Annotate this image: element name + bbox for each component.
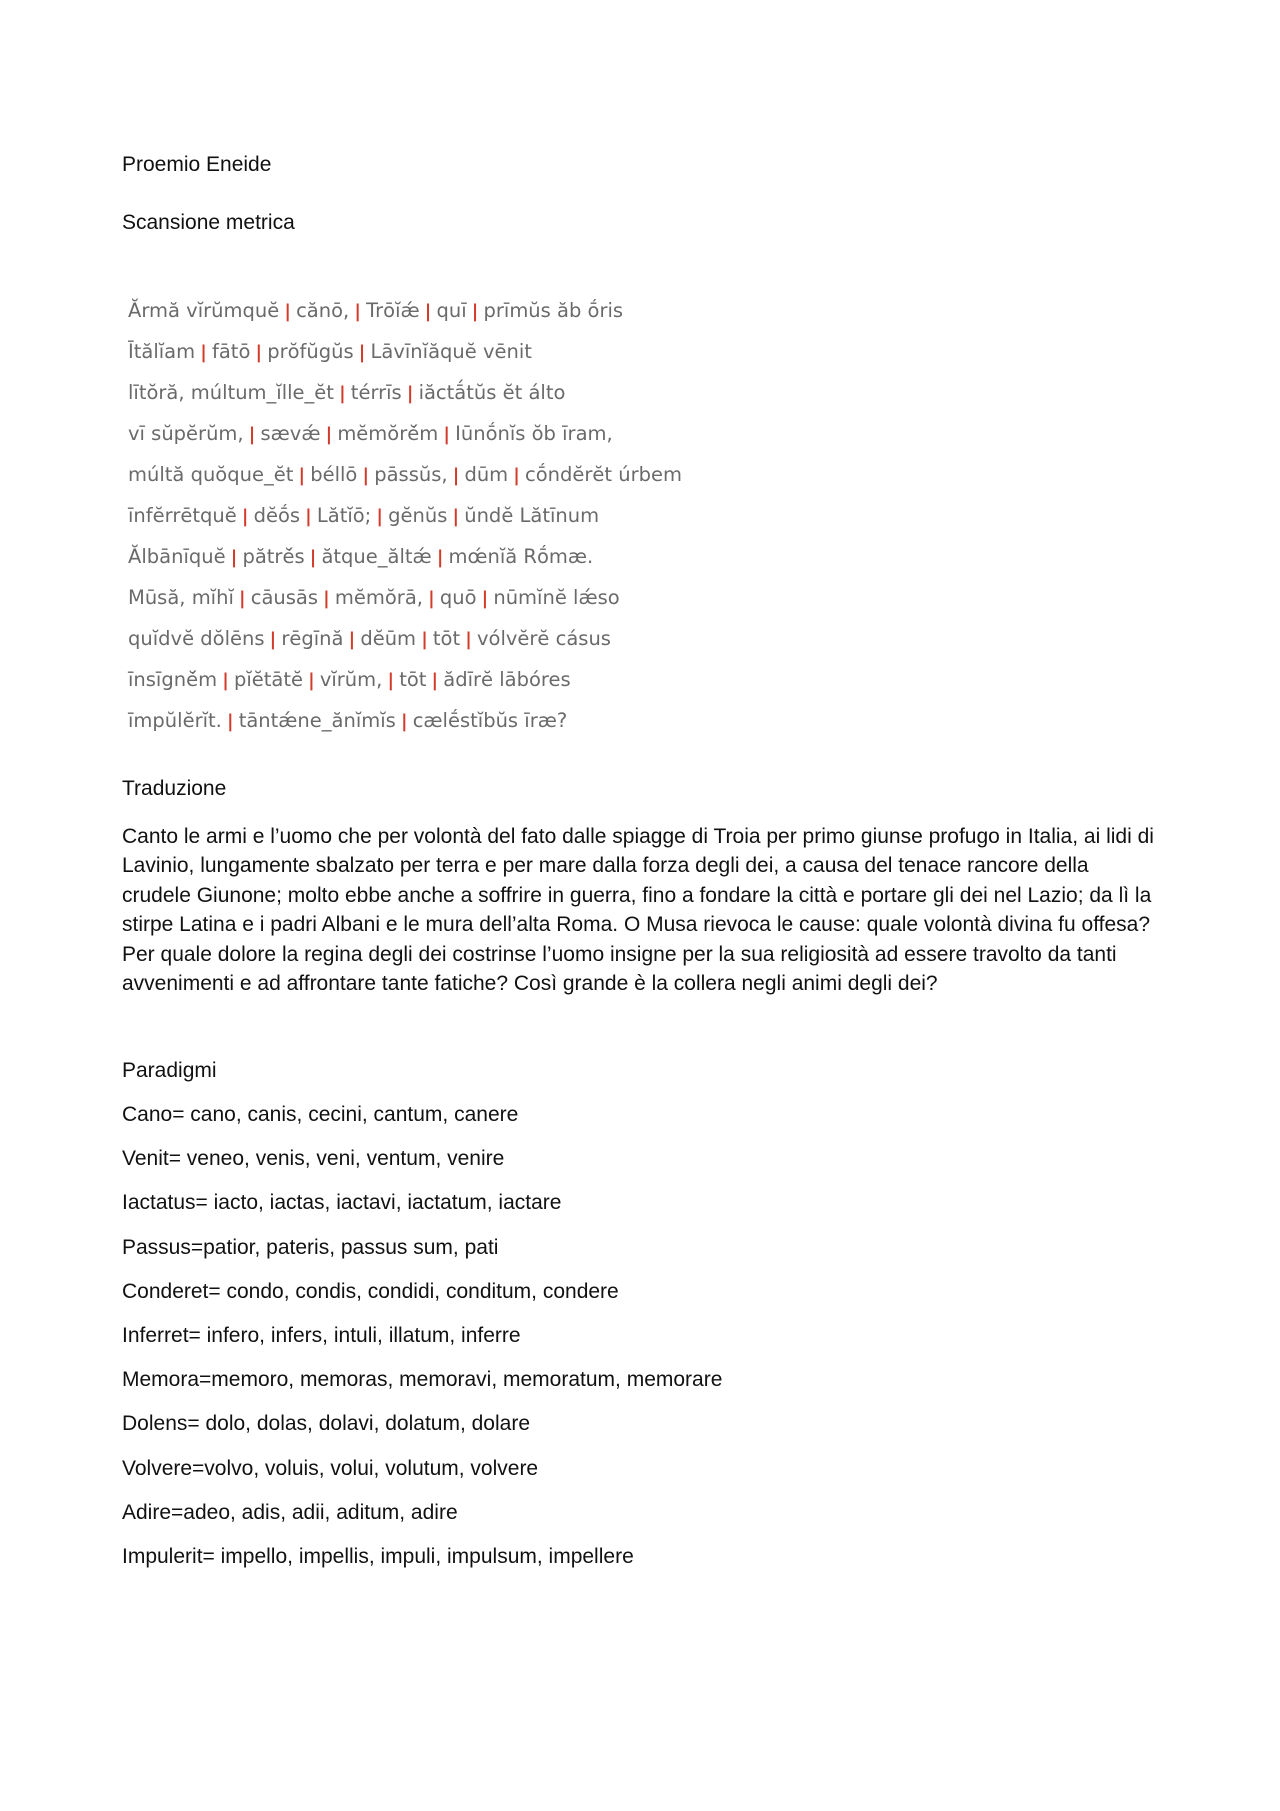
caesura-mark: | (228, 547, 240, 568)
scansion-segment: rēgīnă (281, 627, 344, 650)
scansion-segment: fātō (211, 340, 251, 363)
scansion-block (128, 290, 688, 741)
caesura-mark: | (346, 629, 358, 650)
caesura-mark: | (419, 629, 430, 650)
caesura-mark: | (398, 711, 410, 732)
scansion-line (128, 413, 688, 454)
scansion-segment: mĕmŏrĕ́m (337, 422, 439, 445)
scansion-segment: cælḗstĭbŭs īræ? (412, 709, 568, 732)
scansion-line (128, 618, 688, 659)
paradigm-item: Iactatus= iacto, iactas, iactavi, iactatum, iactare (122, 1191, 562, 1215)
scansion-segment: Ītălĭam (128, 340, 196, 363)
scansion-segment: prŏfŭgŭs (267, 340, 354, 363)
paradigm-item: Dolens= dolo, dolas, dolavi, dolatum, dolare (122, 1412, 531, 1436)
translation-paragraph: Canto le armi e l’uomo che per volontà del fato dalle spiagge di Troia per primo giunse profugo in Italia, ai lidi di Lavinio, lungamente sbalzato per terra e per mare dalla forza degli dei, a causa del tenace rancore della crudele Giunone; molto ebbe anche a soffrire in guerra, fino a fondare la città e portare gli dei nel Lazio; da lì la stirpe Latina e i padri Albani e le mura dell’alta Roma. O Musa rievoca le cause: quale volontà divina fu offesa? Per quale dolore la regina degli dei costrinse l’uomo insigne per la sua religiosità ad essere travolto da tanti avvenimenti e ad affrontare tante fatiche? Così grande è la collera negli animi degli dei? (122, 825, 1154, 996)
scansion-segment: mĕmŏrā, (334, 586, 423, 609)
scansion-segment: vī sŭpĕrŭm, (128, 422, 244, 445)
caesura-mark: | (422, 301, 434, 322)
paradigm-item: Adire=adeo, adis, adii, aditum, adire (122, 1500, 458, 1524)
scansion-segment: sævǽ (260, 422, 321, 445)
caesura-mark: | (336, 383, 348, 404)
scansion-segment: pĭĕtātĕ (233, 668, 303, 691)
scansion-segment: quō (439, 586, 477, 609)
caesura-mark: | (303, 506, 314, 527)
caesura-mark: | (267, 629, 279, 650)
scansion-segment: prīmŭs ăb ṓris (483, 299, 624, 322)
scansion-segment: térrīs (350, 381, 402, 404)
scansion-segment: dĕṓs (253, 504, 301, 527)
translation-heading: Traduzione (122, 777, 227, 800)
caesura-mark: | (296, 465, 308, 486)
scansion-segment: tōt (399, 668, 427, 691)
caesura-mark: | (434, 547, 446, 568)
caesura-mark: | (282, 301, 294, 322)
caesura-mark: | (404, 383, 416, 404)
caesura-mark: | (469, 301, 481, 322)
scansion-segment: vĭrŭm, (319, 668, 383, 691)
scansion-segment: pāssŭs, (374, 463, 448, 486)
caesura-mark: | (450, 465, 462, 486)
scansion-segment: tōt (432, 627, 461, 650)
scansion-segment: gĕnŭs (388, 504, 448, 527)
scansion-segment: Mūsă, mĭhĭ (128, 586, 234, 609)
scansion-segment: múltă quŏque_ĕt (128, 463, 294, 486)
paradigms-list (122, 1100, 722, 1586)
caesura-mark: | (385, 670, 397, 691)
scansion-segment: dĕūm (360, 627, 417, 650)
scansion-segment: ădīrĕ lābóres (443, 668, 571, 691)
scansion-segment: ŭndĕ Lătīnum (464, 504, 600, 527)
caesura-mark: | (224, 711, 236, 732)
caesura-mark: | (321, 588, 332, 609)
scansion-segment: Lāvīnĭăquĕ vēnit (370, 340, 532, 363)
caesura-mark: | (479, 588, 491, 609)
scansion-segment: cṓndĕrĕt úrbem (525, 463, 683, 486)
scansion-line (128, 372, 688, 413)
paradigms-heading: Paradigmi (122, 1059, 217, 1082)
scansion-line (128, 331, 688, 372)
scansion-segment: cāusās (250, 586, 319, 609)
caesura-mark: | (236, 588, 248, 609)
paradigm-item: Volvere=volvo, voluis, volui, volutum, volvere (122, 1456, 539, 1480)
caesura-mark: | (323, 424, 335, 445)
scansion-segment: vólvĕrĕ cásus (476, 627, 611, 650)
scansion-segment: pătrĕ́s (242, 545, 305, 568)
caesura-mark: | (307, 547, 319, 568)
caesura-mark: | (220, 670, 231, 691)
caesura-mark: | (253, 342, 265, 363)
scansion-segment: quī (436, 299, 467, 322)
scansion-segment: Trōĭǽ (366, 299, 420, 322)
scansion-segment: īmpŭlĕrĭt. (128, 709, 222, 732)
paradigm-item: Impulerit= impello, impellis, impuli, impulsum, impellere (122, 1544, 634, 1568)
paradigm-item: Memora=memoro, memoras, memoravi, memoratum, memorare (122, 1368, 723, 1392)
scansion-segment: īnsīgnĕ́m (128, 668, 218, 691)
scansion-line (128, 495, 688, 536)
scansion-line (128, 290, 688, 331)
caesura-mark: | (463, 629, 474, 650)
scansion-line (128, 700, 688, 741)
scansion-heading: Scansione metrica (122, 211, 295, 234)
caesura-mark: | (198, 342, 209, 363)
scansion-segment: Iūnṓnĭs ŏb īram, (455, 422, 613, 445)
scansion-line (128, 536, 688, 577)
scansion-segment: Ărmă vĭrŭmquĕ (128, 299, 280, 322)
paradigm-item: Passus=patior, pateris, passus sum, pati (122, 1235, 499, 1259)
document-title: Proemio Eneide (122, 153, 272, 176)
scansion-segment: béllō (310, 463, 358, 486)
caesura-mark: | (352, 301, 364, 322)
scansion-line (128, 659, 688, 700)
caesura-mark: | (441, 424, 453, 445)
paradigm-item: Cano= cano, canis, cecini, cantum, canere (122, 1103, 519, 1126)
caesura-mark: | (425, 588, 437, 609)
scansion-segment: nūmĭnĕ lǽso (493, 586, 620, 609)
scansion-segment: mœ́nĭă Rṓmæ. (448, 545, 594, 568)
scansion-line (128, 454, 688, 495)
caesura-mark: | (511, 465, 523, 486)
paradigm-item: Inferret= infero, infers, intuli, illatum, inferre (122, 1323, 521, 1347)
caesura-mark: | (360, 465, 372, 486)
caesura-mark: | (239, 506, 251, 527)
caesura-mark: | (374, 506, 386, 527)
scansion-segment: Lătĭō; (316, 504, 372, 527)
paradigm-item: Venit= veneo, venis, veni, ventum, venire (122, 1147, 505, 1171)
scansion-segment: īnfĕrrētquĕ (128, 504, 237, 527)
caesura-mark: | (356, 342, 368, 363)
caesura-mark: | (305, 670, 317, 691)
scansion-segment: ătque_ăltǽ (321, 545, 432, 568)
scansion-segment: iăctā́tŭs ĕt álto (418, 381, 566, 404)
caesura-mark: | (450, 506, 462, 527)
scansion-segment: quĭdvĕ dŏlēns (128, 627, 265, 650)
scansion-segment: lītŏră, múltum_ĭlle_ĕt (128, 381, 334, 404)
scansion-segment: cănō, (296, 299, 350, 322)
scansion-segment: dūm (464, 463, 509, 486)
caesura-mark: | (246, 424, 258, 445)
scansion-segment: Ălbānīquĕ (128, 545, 226, 568)
paradigm-item: Conderet= condo, condis, condidi, conditum, condere (122, 1279, 619, 1303)
scansion-line (128, 577, 688, 618)
caesura-mark: | (429, 670, 441, 691)
scansion-segment: tāntǽne_ănĭmĭs (238, 709, 396, 732)
